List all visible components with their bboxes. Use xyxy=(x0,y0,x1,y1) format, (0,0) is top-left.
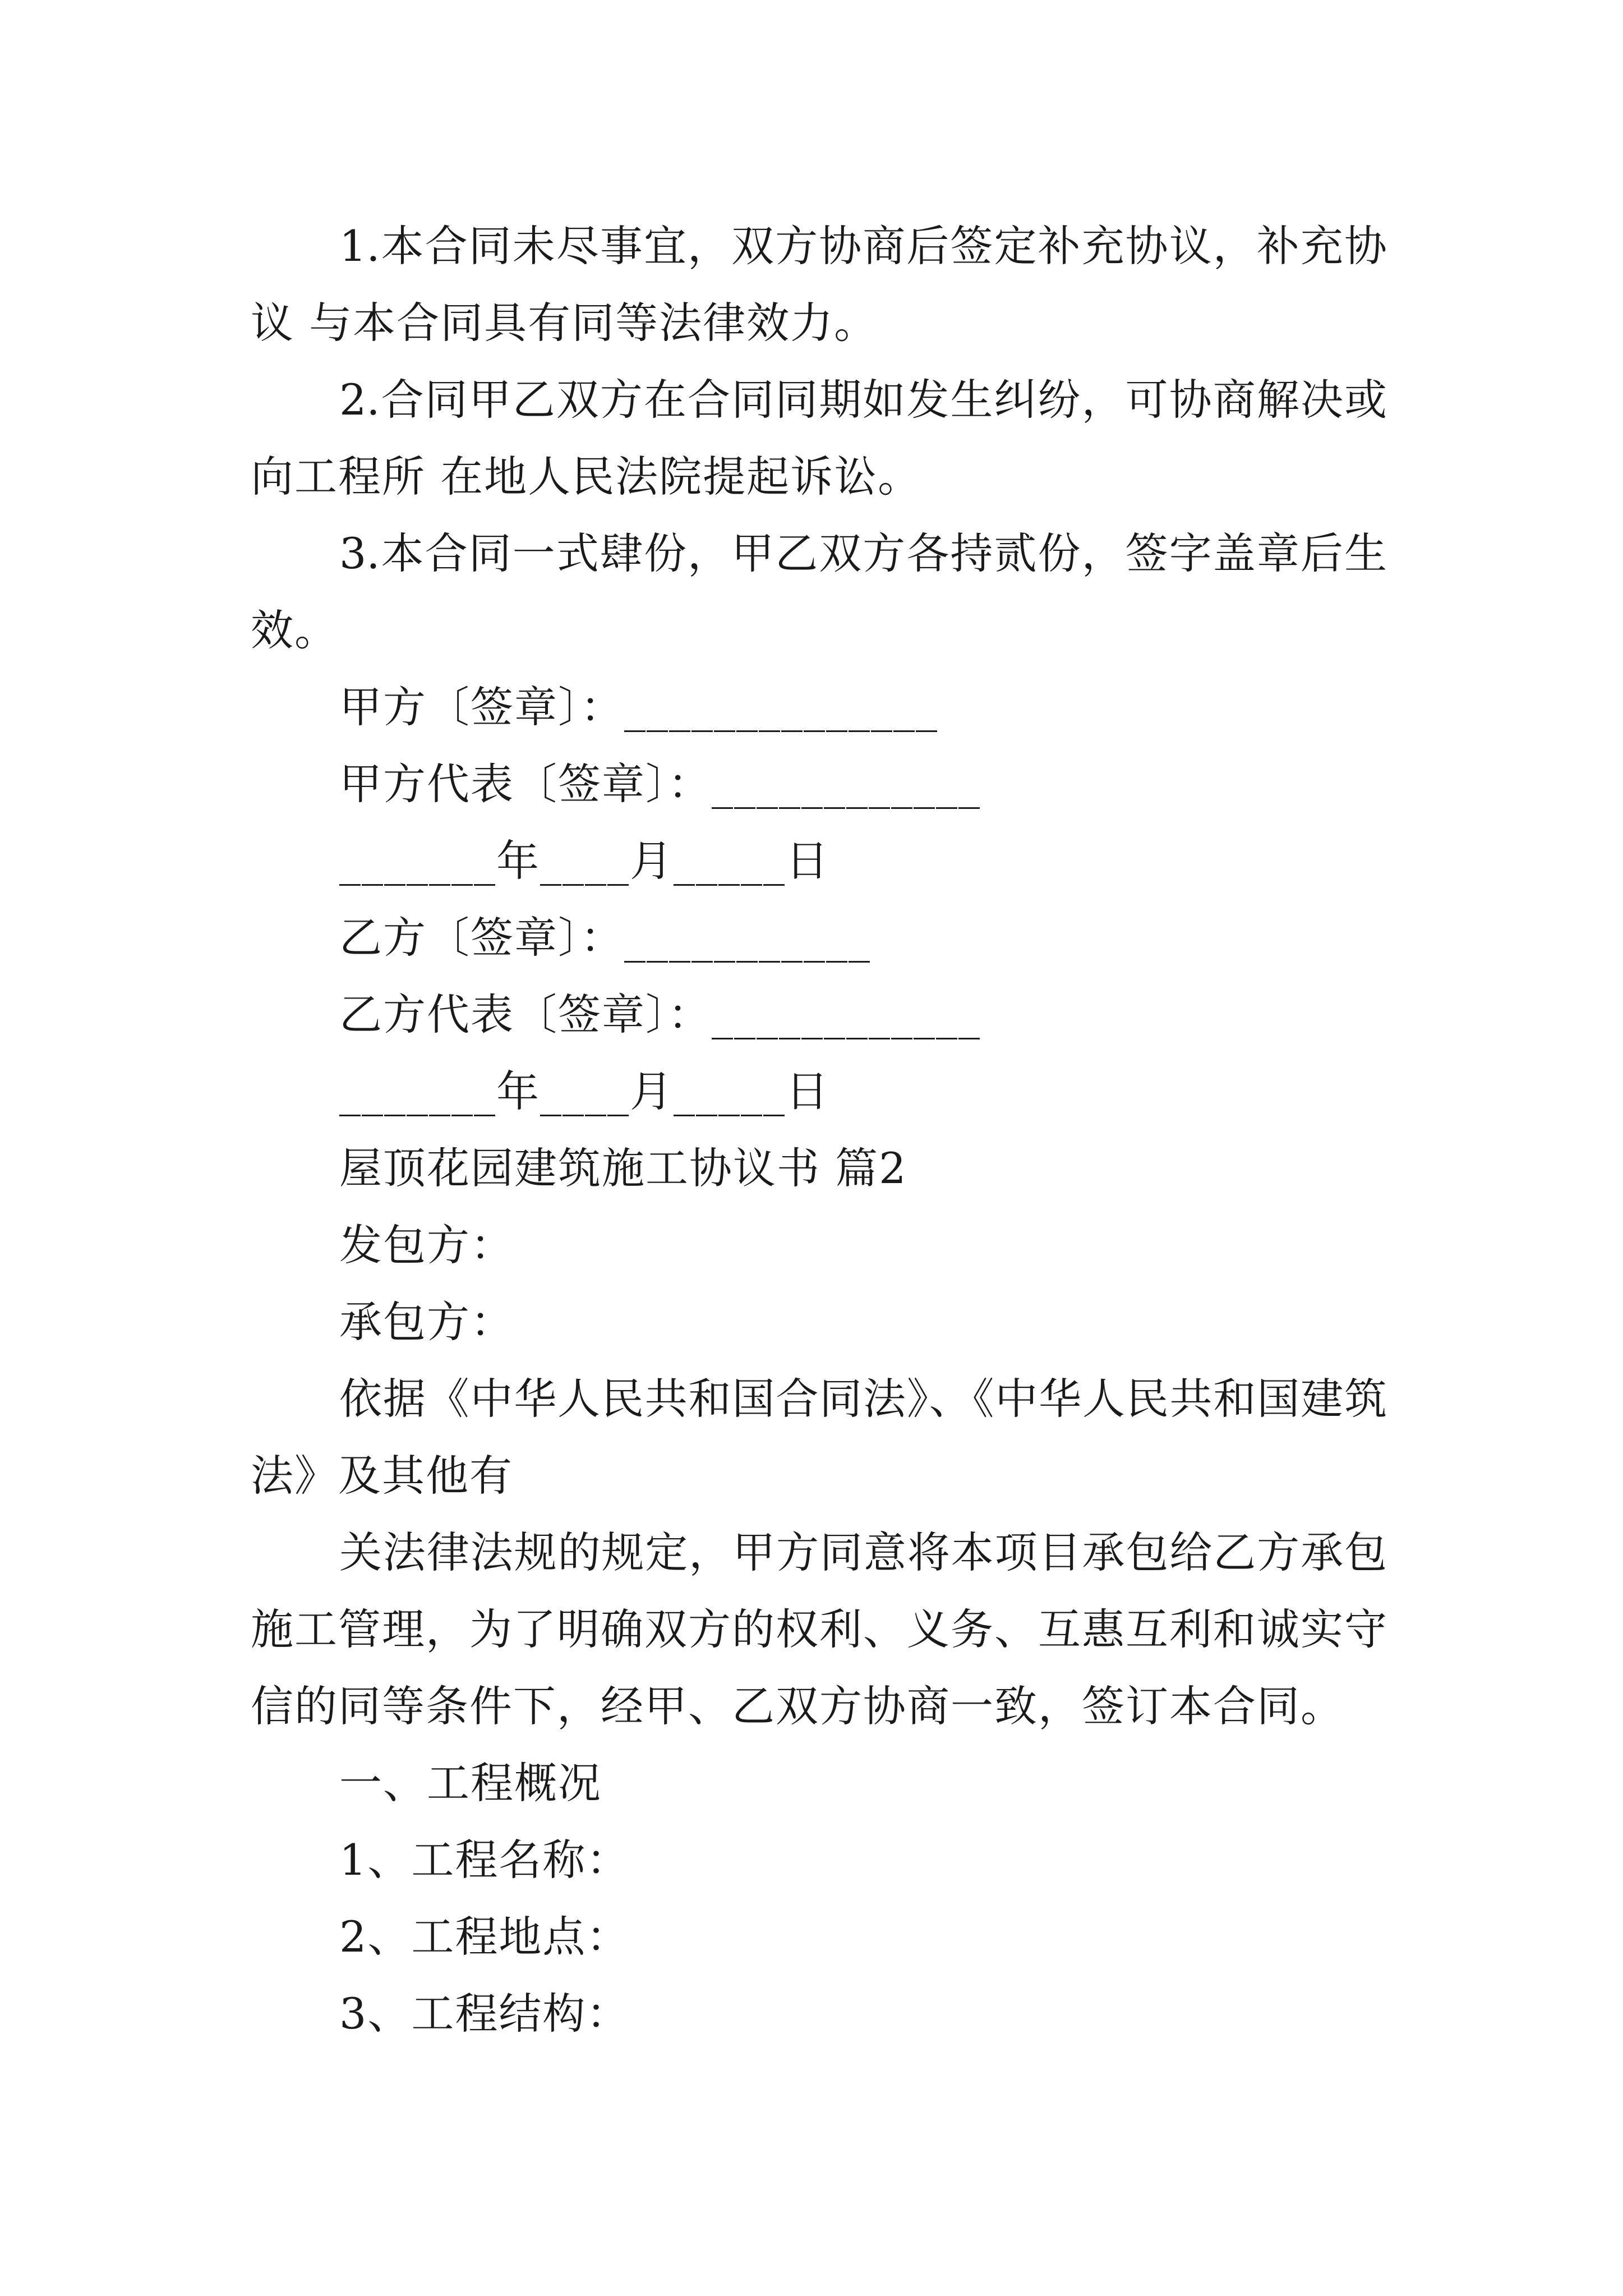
clause-3-line-2: 效。 xyxy=(251,605,338,655)
preamble-line-4: 施工管理，为了明确双方的权利、义务、互惠互利和诚实守 xyxy=(251,1604,1387,1654)
party-a-rep-signature-line: 甲方代表〔签章〕：____________ xyxy=(339,759,981,809)
project-location-field: 2、工程地点： xyxy=(339,1912,630,1962)
project-structure-field: 3、工程结构： xyxy=(339,1989,630,2039)
employer-line: 发包方： xyxy=(339,1220,514,1270)
section-title: 屋顶花园建筑施工协议书 篇2 xyxy=(339,1143,907,1193)
section-heading-project-overview: 一、工程概况 xyxy=(339,1758,602,1808)
project-name-field: 1、工程名称： xyxy=(339,1835,630,1885)
preamble-line-3: 关法律法规的规定，甲方同意将本项目承包给乙方承包 xyxy=(339,1527,1387,1577)
party-b-rep-signature-line: 乙方代表〔签章〕：____________ xyxy=(339,990,981,1039)
clause-3-line-1: 3.本合同一式肆份，甲乙双方各持贰份，签字盖章后生 xyxy=(339,528,1387,578)
party-a-signature-line: 甲方〔签章〕：______________ xyxy=(339,682,938,732)
party-a-date-line: _______年____月_____日 xyxy=(339,836,829,886)
party-b-date-line: _______年____月_____日 xyxy=(339,1066,829,1116)
preamble-line-5: 信的同等条件下，经甲、乙双方协商一致，签订本合同。 xyxy=(251,1681,1344,1731)
preamble-line-1: 依据《中华人民共和国合同法》、《中华人民共和国建筑 xyxy=(339,1374,1387,1424)
preamble-line-2: 法》及其他有 xyxy=(251,1451,513,1501)
party-b-signature-line: 乙方〔签章〕：___________ xyxy=(339,913,871,963)
clause-2-line-1: 2.合同甲乙双方在合同同期如发生纠纷，可协商解决或 xyxy=(339,375,1387,425)
document-body xyxy=(0,208,1623,2052)
clause-1-line-1: 1.本合同未尽事宜，双方协商后签定补充协议，补充协 xyxy=(339,221,1387,271)
clause-1-line-2: 议 与本合同具有同等法律效力。 xyxy=(251,298,878,348)
clause-2-line-2: 向工程所 在地人民法院提起诉讼。 xyxy=(251,452,922,501)
contractor-line: 承包方： xyxy=(339,1297,514,1347)
